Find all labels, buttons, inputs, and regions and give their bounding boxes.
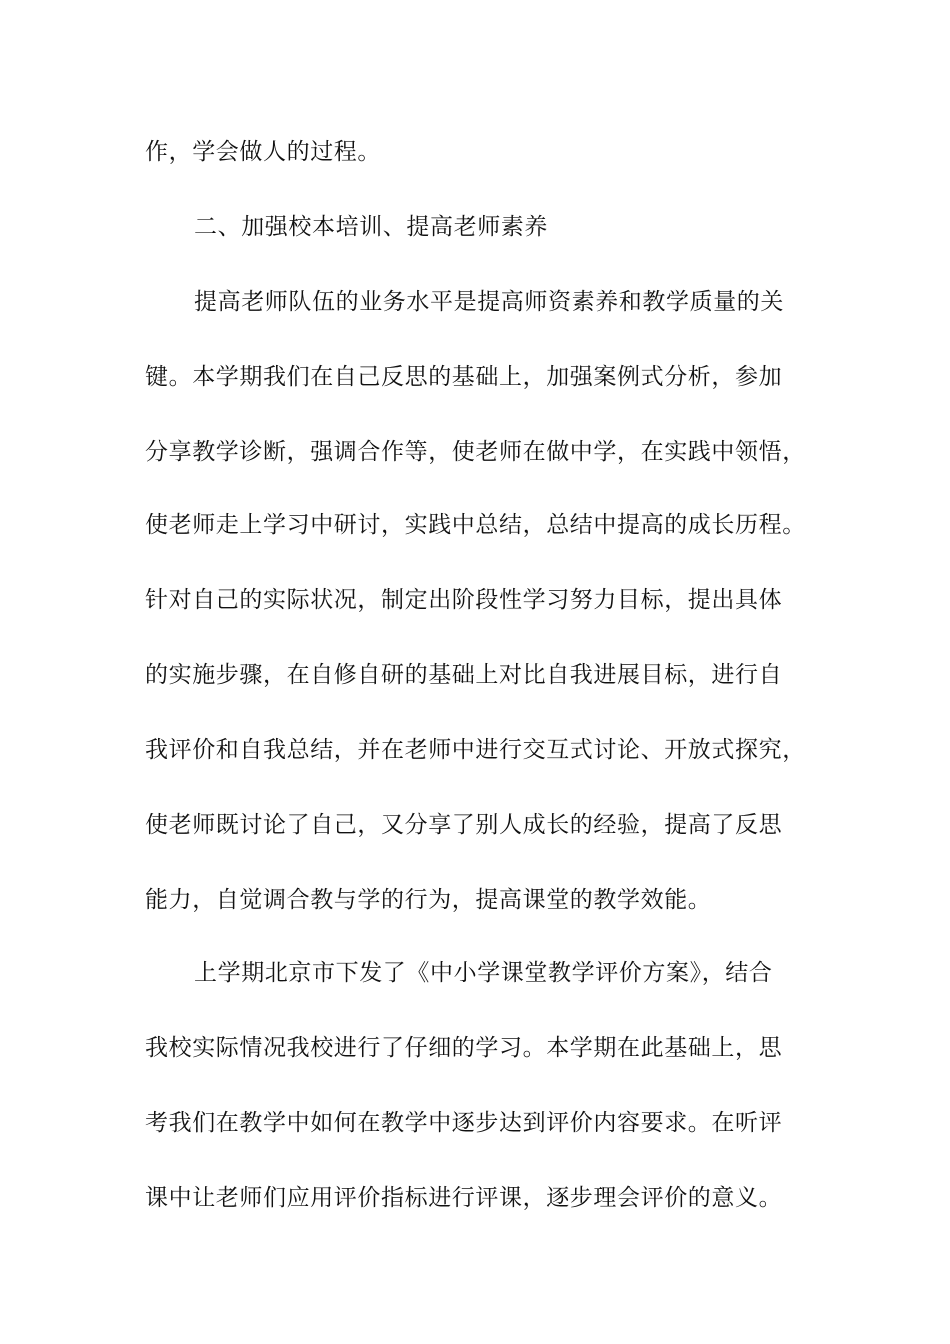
paragraph-line: 能力，自觉调合教与学的行为，提高课堂的教学效能。 (145, 887, 712, 913)
paragraph-line: 键。本学期我们在自己反思的基础上，加强案例式分析，参加 (145, 364, 783, 390)
paragraph-line: 使老师既讨论了自己，又分享了别人成长的经验，提高了反思 (145, 812, 783, 838)
paragraph-line: 上学期北京市下发了《中小学课堂教学评价方案》，结合 (194, 960, 773, 986)
paragraph-line: 我校实际情况我校进行了仔细的学习。本学期在此基础上，思 (145, 1035, 783, 1061)
paragraph-line: 针对自己的实际状况，制定出阶段性学习努力目标，提出具体 (145, 587, 783, 613)
section-heading: 二、加强校本培训、提高老师素养 (194, 214, 548, 240)
paragraph-line: 作，学会做人的过程。 (145, 139, 381, 165)
paragraph-line: 使老师走上学习中研讨，实践中总结，总结中提高的成长历程。 (145, 512, 806, 538)
paragraph-line: 课中让老师们应用评价指标进行评课，逐步理会评价的意义。 (145, 1185, 783, 1211)
paragraph-line: 考我们在教学中如何在教学中逐步达到评价内容要求。在听评 (145, 1110, 783, 1136)
paragraph-line: 的实施步骤，在自修自研的基础上对比自我进展目标，进行自 (145, 662, 783, 688)
paragraph-line: 分享教学诊断，强调合作等，使老师在做中学，在实践中领悟， (145, 439, 806, 465)
paragraph-line: 我评价和自我总结，并在老师中进行交互式讨论、开放式探究， (145, 737, 806, 763)
paragraph-line: 提高老师队伍的业务水平是提高师资素养和教学质量的关 (194, 289, 784, 315)
